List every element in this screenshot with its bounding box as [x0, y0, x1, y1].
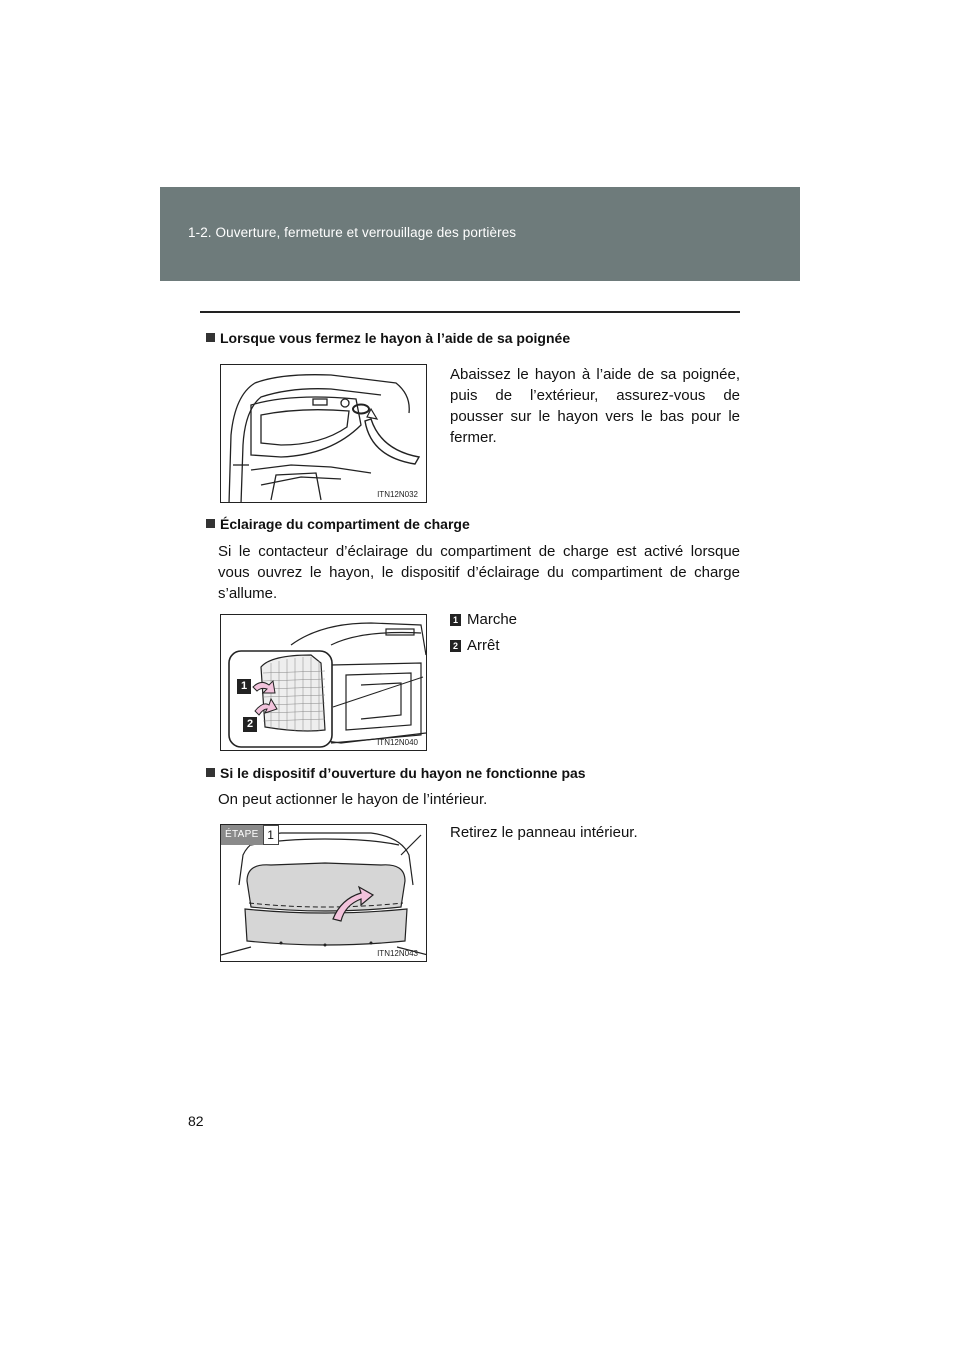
legend-item-arret: 2 Arrêt [450, 637, 500, 654]
figure-code: ITN12N032 [377, 490, 418, 499]
figure-inner-panel [220, 824, 427, 962]
header-band [160, 187, 800, 281]
legend-item-marche: 1 Marche [450, 611, 517, 628]
step-number: 1 [263, 825, 279, 845]
header-rule [200, 311, 740, 313]
section-heading-failure: Si le dispositif d’ouverture du hayon ne fonctionne pas [206, 765, 586, 781]
section-heading-lighting: Éclairage du compartiment de charge [206, 516, 470, 532]
page-number: 82 [188, 1113, 204, 1129]
tailgate-handle-illustration [221, 365, 427, 503]
section-text-lighting: Si le contacteur d’éclairage du compartiment de charge est activé lorsque vous ouvrez le hayon, le dispositif d’éclairage du compartiment de charge s’allume. [218, 543, 740, 602]
bullet-square-icon [206, 519, 215, 528]
step-badge [221, 825, 279, 845]
inner-panel-illustration [221, 825, 427, 962]
figure-callout-1: 1 [237, 679, 251, 694]
section-text-failure: On peut actionner le hayon de l’intérieur. [218, 791, 488, 808]
figure-tailgate-handle [220, 364, 427, 503]
bullet-square-icon [206, 333, 215, 342]
figure-callout-2: 2 [243, 717, 257, 732]
bullet-square-icon [206, 768, 215, 777]
step-text: Retirez le panneau intérieur. [450, 824, 638, 841]
figure-code: ITN12N040 [377, 738, 418, 747]
header-title: 1-2. Ouverture, fermeture et verrouillage des portières [188, 225, 517, 240]
figure-code: ITN12N043 [377, 949, 418, 958]
figure-cargo-light [220, 614, 427, 751]
section-heading-closing: Lorsque vous fermez le hayon à l’aide de sa poignée [206, 330, 570, 346]
step-label: ÉTAPE [221, 825, 263, 845]
section-text-closing: Abaissez le hayon à l’aide de sa poignée, puis de l’extérieur, assurez-vous de pousser sur le hayon vers le bas pour le fermer. [450, 366, 740, 446]
